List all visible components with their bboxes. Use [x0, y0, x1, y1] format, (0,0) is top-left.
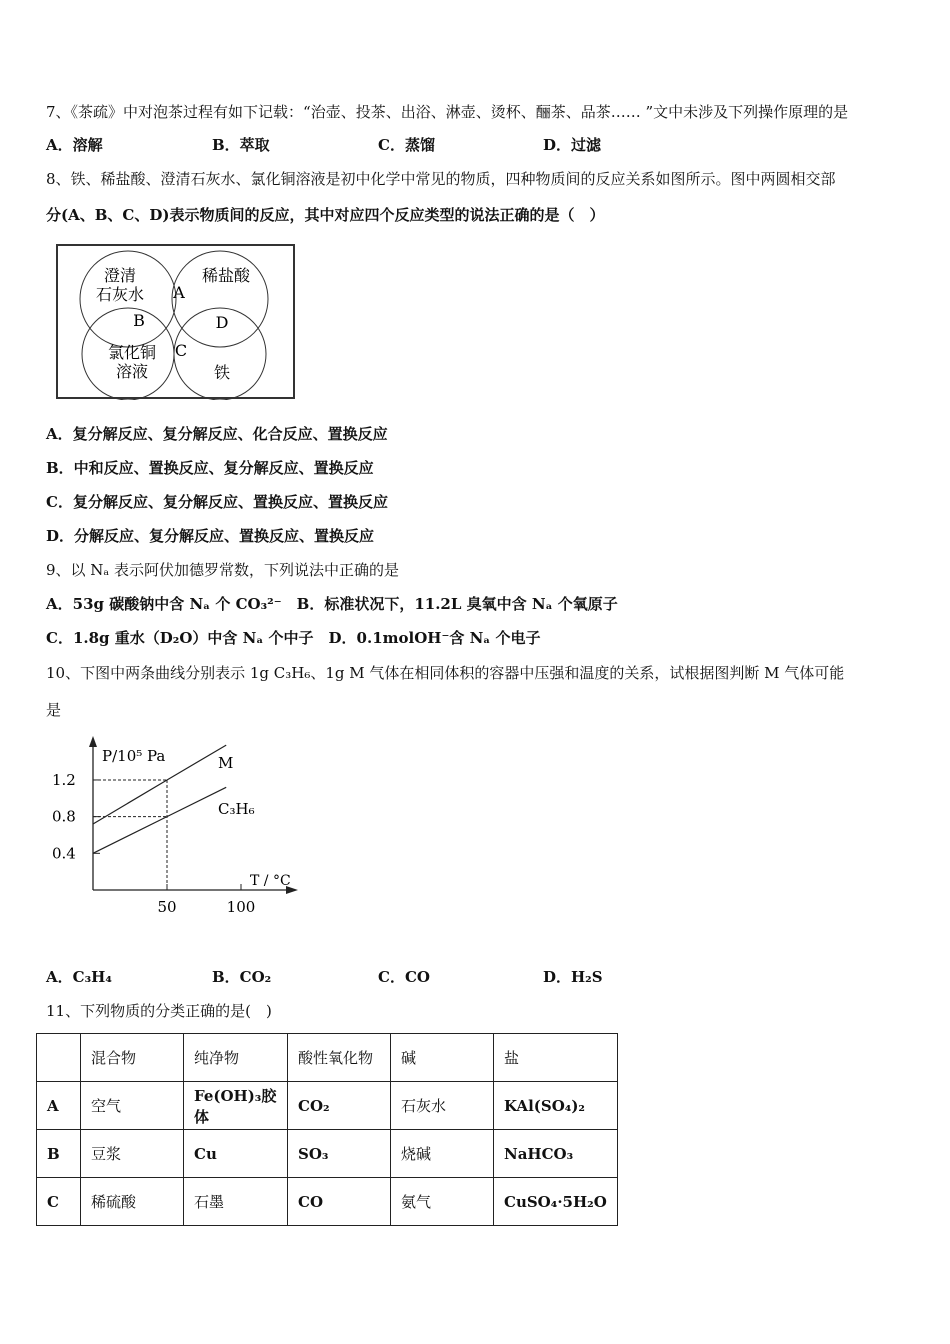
- q10-option-d: D．H₂S: [543, 968, 603, 986]
- table-header: [37, 1034, 81, 1082]
- q7-option-d: D．过滤: [543, 136, 602, 154]
- table-header: 盐: [494, 1034, 618, 1082]
- y-tick-label: 1.2: [52, 770, 76, 789]
- table-row: [37, 1130, 618, 1178]
- table-cell: CuSO₄·5H₂O: [494, 1178, 618, 1226]
- q8-stem-line1: 8、铁、稀盐酸、澄清石灰水、氯化铜溶液是初中化学中常见的物质，四种物质间的反应关系如图所示。图中两圆相交部: [46, 170, 836, 188]
- venn-label-cucl2: 氯化铜: [107, 343, 157, 362]
- q9-stem: 9、以 Nₐ 表示阿伏加德罗常数，下列说法中正确的是: [46, 561, 399, 579]
- table-cell: CO₂: [288, 1082, 391, 1130]
- venn-region-a: A: [173, 283, 185, 302]
- table-row: [37, 1082, 618, 1130]
- table-header: 混合物: [81, 1034, 184, 1082]
- table-cell: 石墨: [184, 1178, 288, 1226]
- table-cell: 空气: [81, 1082, 184, 1130]
- pressure-temperature-chart: [40, 730, 320, 920]
- table-cell: Cu: [184, 1130, 288, 1178]
- table-cell: C: [37, 1178, 81, 1226]
- q10-option-c: C．CO: [378, 968, 430, 986]
- q10-option-b: B．CO₂: [212, 968, 272, 986]
- table-cell: B: [37, 1130, 81, 1178]
- table-cell: Fe(OH)₃胶体: [184, 1082, 288, 1130]
- table-cell: 豆浆: [81, 1130, 184, 1178]
- table-cell: 稀硫酸: [81, 1178, 184, 1226]
- table-cell: CO: [288, 1178, 391, 1226]
- q8-option-b: B．中和反应、置换反应、复分解反应、置换反应: [46, 459, 374, 477]
- venn-region-c: C: [174, 341, 188, 360]
- table-header: 碱: [391, 1034, 494, 1082]
- table-cell: 氨气: [391, 1178, 494, 1226]
- table-cell: SO₃: [288, 1130, 391, 1178]
- series-label: C₃H₆: [218, 800, 255, 818]
- q9-options-cd: C．1.8g 重水（D₂O）中含 Nₐ 个中子 D．0.1molOH⁻含 Nₐ 个电子: [46, 629, 541, 647]
- q7-option-b: B．萃取: [212, 136, 270, 154]
- y-tick-label: 0.4: [52, 844, 76, 863]
- classification-table: [36, 1033, 618, 1226]
- y-axis-arrow-icon: [89, 736, 97, 747]
- q7-option-a: A．溶解: [46, 136, 103, 154]
- venn-diagram: [56, 244, 296, 400]
- q8-option-d: D．分解反应、复分解反应、置换反应、置换反应: [46, 527, 375, 545]
- table-header: 酸性氧化物: [288, 1034, 391, 1082]
- venn-region-b: B: [133, 311, 145, 330]
- q10-option-a: A．C₃H₄: [46, 968, 112, 986]
- q10-stem-line1: 10、下图中两条曲线分别表示 1g C₃H₆、1g M 气体在相同体积的容器中压强和温度的关系，试根据图判断 M 气体可能: [46, 664, 845, 682]
- table-header-row: [37, 1034, 618, 1082]
- x-axis-label: T / °C: [250, 873, 291, 889]
- q8-option-c: C．复分解反应、复分解反应、置换反应、置换反应: [46, 493, 388, 511]
- venn-label-limewater: 澄清: [103, 266, 137, 285]
- q7-option-c: C．蒸馏: [378, 136, 435, 154]
- series-line-c3h6: [93, 787, 226, 853]
- venn-label-iron: 铁: [213, 363, 231, 382]
- series-label: M: [218, 754, 234, 772]
- venn-label-cucl2-2: 溶液: [115, 362, 149, 381]
- q8-stem-line2: 分(A、B、C、D)表示物质间的反应，其中对应四个反应类型的说法正确的是（ ）: [46, 206, 605, 224]
- q7-stem: 7、《茶疏》中对泡茶过程有如下记载：“治壶、投茶、出浴、淋壶、烫杯、酾茶、品茶…… ”文中未涉及下列操作原理的是: [46, 103, 849, 121]
- q10-stem-line2: 是: [46, 701, 62, 719]
- y-tick-label: 0.8: [52, 807, 76, 826]
- venn-region-d: D: [215, 313, 229, 332]
- table-row: [37, 1178, 618, 1226]
- table-cell: NaHCO₃: [494, 1130, 618, 1178]
- table-cell: KAl(SO₄)₂: [494, 1082, 618, 1130]
- table-cell: 烧碱: [391, 1130, 494, 1178]
- table-header: 纯净物: [184, 1034, 288, 1082]
- table-cell: A: [37, 1082, 81, 1130]
- table-cell: 石灰水: [391, 1082, 494, 1130]
- q11-stem: 11、下列物质的分类正确的是( ): [46, 1002, 272, 1020]
- venn-label-limewater-2: 石灰水: [95, 285, 145, 304]
- y-axis-label: P/10⁵ Pa: [102, 747, 166, 765]
- x-tick-label: 100: [226, 898, 256, 916]
- q9-options-ab: A．53g 碳酸钠中含 Nₐ 个 CO₃²⁻ B．标准状况下，11.2L 臭氧中含 Nₐ 个氧原子: [46, 595, 618, 613]
- x-tick-label: 50: [157, 898, 177, 916]
- venn-label-hcl: 稀盐酸: [201, 266, 251, 285]
- q8-option-a: A．复分解反应、复分解反应、化合反应、置换反应: [46, 425, 388, 443]
